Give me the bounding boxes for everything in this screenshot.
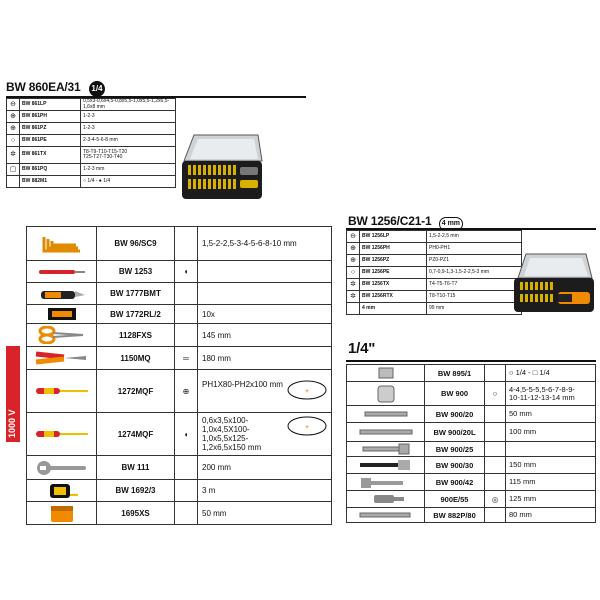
quarter-image bbox=[347, 442, 425, 457]
quarter-row bbox=[347, 457, 596, 474]
tool-image bbox=[27, 370, 97, 413]
set1-case-image bbox=[180, 133, 264, 201]
tool-row bbox=[27, 456, 332, 480]
tool-symbol bbox=[175, 324, 198, 347]
tool-spec-cell bbox=[198, 324, 332, 347]
tool-symbol bbox=[175, 456, 198, 480]
set1-spec: 1-2-3 mm bbox=[81, 164, 176, 176]
set2-code: BW 1256PE bbox=[360, 267, 427, 279]
tool-row bbox=[27, 261, 332, 283]
quarter-symbol bbox=[485, 406, 506, 423]
quarter-symbol bbox=[485, 508, 506, 523]
set2-row bbox=[347, 303, 522, 315]
quarter-row bbox=[347, 365, 596, 382]
quarter-title: 1/4" bbox=[348, 340, 376, 357]
set2-code: BW 1256PH bbox=[360, 243, 427, 255]
set1-row bbox=[7, 164, 176, 176]
tool-row bbox=[27, 347, 332, 370]
set2-row bbox=[347, 291, 522, 303]
torque-dial-icon bbox=[287, 380, 327, 402]
quarter-image bbox=[347, 406, 425, 423]
set2-row bbox=[347, 243, 522, 255]
tool-image bbox=[27, 305, 97, 324]
quarter-row bbox=[347, 442, 596, 457]
quarter-symbol: ○ bbox=[485, 382, 506, 406]
tool-code: 1274MQF bbox=[97, 413, 175, 456]
tool-spec: 10x bbox=[202, 309, 215, 319]
quarter-row bbox=[347, 423, 596, 442]
set1-spec: 1-2-3 bbox=[81, 111, 176, 123]
quarter-code: BW 900/20 bbox=[425, 406, 485, 423]
quarter-image bbox=[347, 474, 425, 491]
voltage-label: 1000 V bbox=[7, 409, 17, 438]
quarter-code: BW 900/30 bbox=[425, 457, 485, 474]
set1-type-icon: ○ bbox=[7, 135, 20, 147]
set2-code: BW 1256PZ bbox=[360, 255, 427, 267]
quarter-image bbox=[347, 457, 425, 474]
set2-row bbox=[347, 267, 522, 279]
tool-code: BW 1253 bbox=[97, 261, 175, 283]
set1-type-icon: ⊕ bbox=[7, 111, 20, 123]
quarter-row bbox=[347, 491, 596, 508]
quarter-image bbox=[347, 382, 425, 406]
set1-spec: T8-T9-T10-T15-T20 T25-T27-T30-T40 bbox=[81, 147, 176, 164]
set1-code: BW 861TX bbox=[20, 147, 81, 164]
set2-size-badge: 4 mm bbox=[439, 217, 463, 231]
set1-type-icon: ✲ bbox=[7, 147, 20, 164]
quarter-row bbox=[347, 382, 596, 406]
tools-table bbox=[26, 226, 332, 525]
tool-code: 1272MQF bbox=[97, 370, 175, 413]
quarter-symbol bbox=[485, 474, 506, 491]
tool-row bbox=[27, 283, 332, 305]
quarter-spec: 100 mm bbox=[506, 423, 596, 442]
set1-row bbox=[7, 135, 176, 147]
tool-spec-cell bbox=[198, 456, 332, 480]
quarter-spec: 150 mm bbox=[506, 457, 596, 474]
set2-type-icon: ✲ bbox=[347, 291, 360, 303]
tool-code: 1695XS bbox=[97, 502, 175, 525]
tool-row bbox=[27, 324, 332, 347]
set2-table bbox=[346, 230, 522, 315]
tool-symbol bbox=[175, 502, 198, 525]
tool-image bbox=[27, 480, 97, 502]
quarter-image bbox=[347, 423, 425, 442]
tool-image bbox=[27, 261, 97, 283]
set1-title: BW 860EA/31 bbox=[6, 80, 81, 94]
quarter-image bbox=[347, 365, 425, 382]
quarter-spec bbox=[506, 442, 596, 457]
set2-type-icon: ○ bbox=[347, 267, 360, 279]
set2-spec: PZ0-PZ1 bbox=[427, 255, 522, 267]
quarter-symbol bbox=[485, 442, 506, 457]
tool-spec-cell bbox=[198, 370, 332, 413]
tool-spec: 145 mm bbox=[202, 330, 231, 340]
tool-row bbox=[27, 370, 332, 413]
quarter-row bbox=[347, 508, 596, 523]
set2-type-icon: ✲ bbox=[347, 279, 360, 291]
tool-spec-cell bbox=[198, 261, 332, 283]
tool-image bbox=[27, 413, 97, 456]
tool-symbol bbox=[175, 480, 198, 502]
quarter-spec: 115 mm bbox=[506, 474, 596, 491]
set2-code: BW 1256LP bbox=[360, 231, 427, 243]
tool-spec-cell bbox=[198, 227, 332, 261]
set1-code: BW 861PZ bbox=[20, 123, 81, 135]
set2-code: BW 1256TX bbox=[360, 279, 427, 291]
tool-image bbox=[27, 324, 97, 347]
tool-spec-cell bbox=[198, 413, 332, 456]
tool-image bbox=[27, 456, 97, 480]
set2-spec: 1,5-2-2,5 mm bbox=[427, 231, 522, 243]
quarter-spec: 50 mm bbox=[506, 406, 596, 423]
set1-header bbox=[6, 78, 105, 97]
quarter-spec: 80 mm bbox=[506, 508, 596, 523]
set1-type-icon: ⊕ bbox=[7, 123, 20, 135]
tool-symbol bbox=[175, 283, 198, 305]
set1-row bbox=[7, 111, 176, 123]
quarter-symbol bbox=[485, 457, 506, 474]
quarter-code: BW 900 bbox=[425, 382, 485, 406]
quarter-image bbox=[347, 491, 425, 508]
quarter-code: BW 900/42 bbox=[425, 474, 485, 491]
set2-type-icon: ⊕ bbox=[347, 255, 360, 267]
torque-dial-icon bbox=[287, 416, 327, 438]
tool-image bbox=[27, 502, 97, 525]
set1-code: BW 861LP bbox=[20, 99, 81, 111]
set2-type-icon: ⊖ bbox=[347, 231, 360, 243]
quarter-row bbox=[347, 406, 596, 423]
tool-code: BW 1692/3 bbox=[97, 480, 175, 502]
set1-row bbox=[7, 99, 176, 111]
set2-row bbox=[347, 255, 522, 267]
tool-symbol: ⊕ bbox=[175, 370, 198, 413]
quarter-spec: 125 mm bbox=[506, 491, 596, 508]
set1-type-icon bbox=[7, 176, 20, 188]
set1-code: BW 861PQ bbox=[20, 164, 81, 176]
set1-row bbox=[7, 123, 176, 135]
quarter-symbol: ◎ bbox=[485, 491, 506, 508]
set1-type-icon: ▢ bbox=[7, 164, 20, 176]
tool-image bbox=[27, 283, 97, 305]
set2-spec: 99 mm bbox=[427, 303, 522, 315]
set1-spec: 1-2-3 bbox=[81, 123, 176, 135]
set1-type-icon: ⊖ bbox=[7, 99, 20, 111]
set2-case-image bbox=[512, 252, 596, 314]
set2-row bbox=[347, 279, 522, 291]
tool-spec: 50 mm bbox=[202, 508, 227, 518]
set1-row bbox=[7, 176, 176, 188]
set2-spec: T8-T10-T15 bbox=[427, 291, 522, 303]
tool-spec: 180 mm bbox=[202, 353, 231, 363]
set1-spec: 2-3-4-5-6-8 mm bbox=[81, 135, 176, 147]
tool-spec: 0,6x3,5x100-1,0x4,5X100- 1,0x5,5x125-1,2x6,5x150 mm bbox=[202, 416, 262, 452]
quarter-code: BW 882P/80 bbox=[425, 508, 485, 523]
set1-code: BW 882M1 bbox=[20, 176, 81, 188]
tool-spec-cell bbox=[198, 305, 332, 324]
tool-spec: 200 mm bbox=[202, 463, 231, 472]
quarter-row bbox=[347, 474, 596, 491]
tool-code: BW 1777BMT bbox=[97, 283, 175, 305]
tool-code: 1150MQ bbox=[97, 347, 175, 370]
quarter-spec: 4-4,5-5-5,5-6-7-8-9- 10-11-12-13-14 mm bbox=[506, 382, 596, 406]
set2-type-icon: ⊕ bbox=[347, 243, 360, 255]
set1-code: BW 861PE bbox=[20, 135, 81, 147]
set2-spec: PH0-PH1 bbox=[427, 243, 522, 255]
set2-spec: 0,7-0,9-1,3-1,5-2-2,5-3 mm bbox=[427, 267, 522, 279]
tool-symbol bbox=[175, 227, 198, 261]
set2-code: 4 mm bbox=[360, 303, 427, 315]
set2-type-icon bbox=[347, 303, 360, 315]
set2-row bbox=[347, 231, 522, 243]
tool-code: 1128FXS bbox=[97, 324, 175, 347]
quarter-title-wrap bbox=[348, 340, 375, 358]
quarter-symbol bbox=[485, 365, 506, 382]
quarter-code: 900E/55 bbox=[425, 491, 485, 508]
tool-image bbox=[27, 347, 97, 370]
set1-spec: 0,5x3-0,6x4,5-0,8x5,5-1,0x5,5-1,2x6,5-1,6x8 mm bbox=[81, 99, 176, 111]
tool-spec: 1,5-2-2,5-3-4-5-6-8-10 mm bbox=[202, 239, 297, 248]
tool-spec: PH1X80-PH2x100 mm bbox=[202, 380, 283, 389]
quarter-image bbox=[347, 508, 425, 523]
tool-code: BW 1772RL/2 bbox=[97, 305, 175, 324]
tool-spec-cell bbox=[198, 502, 332, 525]
tool-symbol: ═ bbox=[175, 347, 198, 370]
quarter-table bbox=[346, 364, 596, 523]
set1-row bbox=[7, 147, 176, 164]
tool-row bbox=[27, 480, 332, 502]
tool-spec-cell bbox=[198, 480, 332, 502]
quarter-spec: ○ 1/4 - □ 1/4 bbox=[506, 365, 596, 382]
tool-image bbox=[27, 227, 97, 261]
set1-spec: ○ 1/4 - ● 1/4 bbox=[81, 176, 176, 188]
set2-title: BW 1256/C21-1 bbox=[348, 214, 432, 228]
set1-drive-badge: 1/4 bbox=[89, 81, 105, 97]
tool-code: BW 96/SC9 bbox=[97, 227, 175, 261]
svg-text:+: + bbox=[305, 425, 309, 431]
tool-spec-cell bbox=[198, 283, 332, 305]
quarter-symbol bbox=[485, 423, 506, 442]
tool-row bbox=[27, 502, 332, 525]
set1-table bbox=[6, 98, 176, 188]
svg-text:+: + bbox=[305, 389, 309, 395]
set2-spec: T4-T5-T6-T7 bbox=[427, 279, 522, 291]
quarter-code: BW 900/20L bbox=[425, 423, 485, 442]
set2-code: BW 1256RTX bbox=[360, 291, 427, 303]
quarter-divider bbox=[346, 360, 596, 362]
set1-code: BW 861PH bbox=[20, 111, 81, 123]
tool-row bbox=[27, 305, 332, 324]
tool-symbol: ◖ bbox=[175, 413, 198, 456]
quarter-code: BW 900/25 bbox=[425, 442, 485, 457]
tool-symbol: ◖ bbox=[175, 261, 198, 283]
tool-row bbox=[27, 413, 332, 456]
tool-spec: 3 m bbox=[202, 486, 216, 495]
tool-code: BW 111 bbox=[97, 456, 175, 480]
tool-spec-cell bbox=[198, 347, 332, 370]
quarter-code: BW 895/1 bbox=[425, 365, 485, 382]
tool-row bbox=[27, 227, 332, 261]
tool-symbol bbox=[175, 305, 198, 324]
